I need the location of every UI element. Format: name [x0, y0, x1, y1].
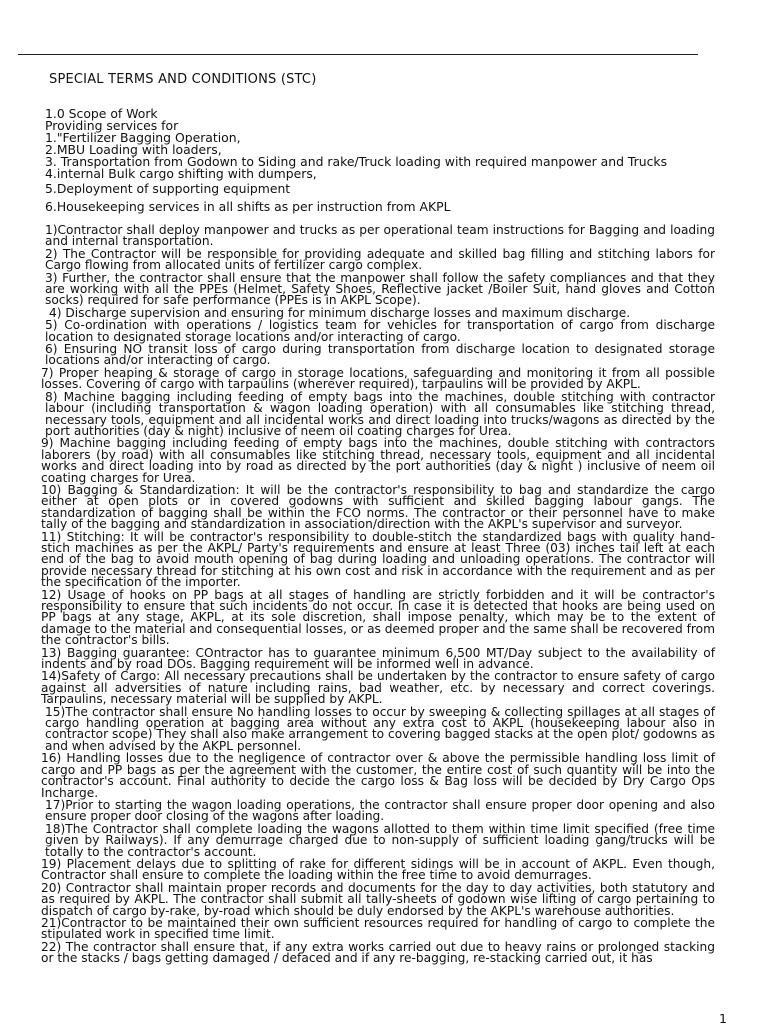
term-paragraph: 15)The contractor shall ensure No handling losses to occur by sweeping & collecting spillages at all stages of cargo handling operation at bagging area without any extra cost to AKPL (housekeeping labour also in contractor scope) They shall also make arrangement to covering bagged stacks at the open plot/ godowns as and when advised by the AKPL personnel.: [45, 704, 715, 753]
term-paragraph: 19) Placement delays due to splitting of rake for different sidings will be in account of AKPL. Even though, Contractor shall ensure to complete the loading within the free time to avoid demurrages.: [41, 856, 715, 883]
term-paragraph: 5) Co-ordination with operations / logistics team for vehicles for transportation of cargo from discharge location to designated storage locations and/or interacting of cargo.: [45, 318, 715, 344]
document-heading: SPECIAL TERMS AND CONDITIONS (STC): [49, 72, 317, 87]
term-paragraph: 8) Machine bagging including feeding of empty bags into the machines, double stitching with contractor labour (including transportation & wagon loading operation) with all consumables like stitching thread, necessary tools, equipment and all incidental works and direct loading into trucks/wagons as directed by the port authorities (day & night) inclusive of neem oil coating charges for Urea.: [45, 389, 715, 438]
scope-item: 5.Deployment of supporting equipment: [45, 181, 291, 196]
page-number: 1: [719, 1011, 727, 1026]
term-paragraph: 4) Discharge supervision and ensuring for minimum discharge losses and maximum discharge.: [49, 305, 631, 320]
term-paragraph: 14)Safety of Cargo: All necessary precautions shall be undertaken by the contractor to ensure safety of cargo against all adversities of nature including rains, bad weather, etc. by necessary and correct coverings. Tarpaulins, necessary material will be supplied by AKPL.: [41, 669, 715, 707]
term-paragraph: 13) Bagging guarantee: COntractor has to guarantee minimum 6,500 MT/Day subject to the availability of indents and by road DOs. Bagging requirement will be informed well in advance.: [41, 645, 715, 672]
term-paragraph: 7) Proper heaping & storage of cargo in storage locations, safeguarding and monitoring it from all possible losses. Covering of cargo with tarpaulins (wherever required), tarpaulins will be provided by AKPL.: [41, 365, 715, 392]
term-paragraph: 21)Contractor to be maintained their own sufficient resources required for handling of cargo to complete the stipulated work in specified time limit.: [41, 915, 715, 942]
term-paragraph: 20) Contractor shall maintain proper records and documents for the day to day activities, both statutory and as required by AKPL. The contractor shall submit all tally-sheets of godown wise lifting of cargo pertaining to dispatch of cargo by-rake, by-road which should be duly endorsed by the AKPL's warehouse authorities.: [41, 880, 715, 918]
term-paragraph: 18)The Contractor shall complete loading the wagons allotted to them within time limit specified (free time given by Railways). If any demurrage charged due to non-supply of sufficient loading gang/trucks will be totally to the contractor's account.: [45, 821, 715, 859]
term-paragraph: 22) The contractor shall ensure that, if any extra works carried out due to heavy rains or prolonged stacking or the stacks / bags getting damaged / defaced and if any re-bagging, re-stacking carried out, it has: [41, 939, 715, 966]
terms-list: [41, 225, 715, 966]
scope-title: 1.0 Scope of Work: [45, 106, 158, 121]
scope-item: 2.MBU Loading with loaders,: [45, 142, 222, 157]
term-paragraph: 1)Contractor shall deploy manpower and trucks as per operational team instructions for Bagging and loading and internal transportation.: [45, 223, 715, 249]
term-paragraph: 9) Machine bagging including feeding of empty bags into the machines, double stitching with contractors laborers (by road) with all consumables like stitching thread, necessary tools, equipment and all incidental works and direct loading into by road as directed by the port authorities (day & night ) inclusive of neem oil coating charges for Urea.: [41, 436, 715, 485]
term-paragraph: 2) The Contractor will be responsible for providing adequate and skilled bag filling and stitching labors for Cargo flowing from allocated units of fertilizer cargo complex.: [45, 246, 715, 273]
header-rule: [18, 54, 698, 55]
term-paragraph: 16) Handling losses due to the negligence of contractor over & above the permissible handling loss limit of cargo and PP bags as per the agreement with the customer, the entire cost of such quantity will be into the contractor's account. Final authority to decide the cargo loss & Bag loss will be decided by Dry Cargo Ops Incharge.: [41, 751, 715, 800]
term-paragraph: 17)Prior to starting the wagon loading operations, the contractor shall ensure proper door opening and also ensure proper door closing of the wagons after loading.: [45, 797, 715, 824]
scope-item: 1."Fertilizer Bagging Operation,: [45, 130, 241, 145]
term-paragraph: 11) Stitching: It will be contractor's responsibility to double-stitch the standardized bags with quality hand-stich machines as per the AKPL/ Party's requirements and ensure at least Three (03) inches tail left at each end of the bag to avoid mouth opening of bag during loading and unloading operations. The contractor will provide necessary thread for stitching at his own cost and risk in accordance with the requirement and as per the specification of the importer.: [41, 529, 715, 590]
scope-intro: Providing services for: [45, 118, 179, 133]
term-paragraph: 3) Further, the contractor shall ensure that the manpower shall follow the safety compliances and that they are working with all the PPEs (Helmet, Safety Shoes, Reflective jacket /Boiler Suit, hand gloves and Cotton socks) required for safe performance (PPEs is in AKPL Scope).: [45, 270, 715, 308]
scope-item: 3. Transportation from Godown to Siding and rake/Truck loading with required manpower and Trucks: [45, 154, 668, 169]
scope-item: 6.Housekeeping services in all shifts as per instruction from AKPL: [45, 199, 451, 214]
scope-item: 4.internal Bulk cargo shifting with dumpers,: [45, 166, 317, 181]
term-paragraph: 6) Ensuring NO transit loss of cargo during transportation from discharge location to designated storage locations and/or interacting of cargo.: [45, 342, 715, 368]
term-paragraph: 12) Usage of hooks on PP bags at all stages of handling are strictly forbidden and it will be contractor's responsibility to ensure that such incidents do not occur. In case it is detected that hooks are being used on PP bags at any stage, AKPL, at its sole discretion, shall impose penalty, which may be to the extent of damage to the material and consequential losses, or as deemed proper and the same shall be recovered from the contractor's bills.: [41, 587, 715, 648]
term-paragraph: 10) Bagging & Standardization: It will be the contractor's responsibility to bag and standardize the cargo either at open plots or in covered godowns with sufficient and skilled bagging labour gangs. The standardization of bagging shall be within the FCO norms. The contractor or their personnel have to make tally of the bagging and standardization in association/direction with the AKPL's supervisor and surveyor.: [41, 482, 715, 532]
scope-of-work-section: [45, 108, 667, 213]
